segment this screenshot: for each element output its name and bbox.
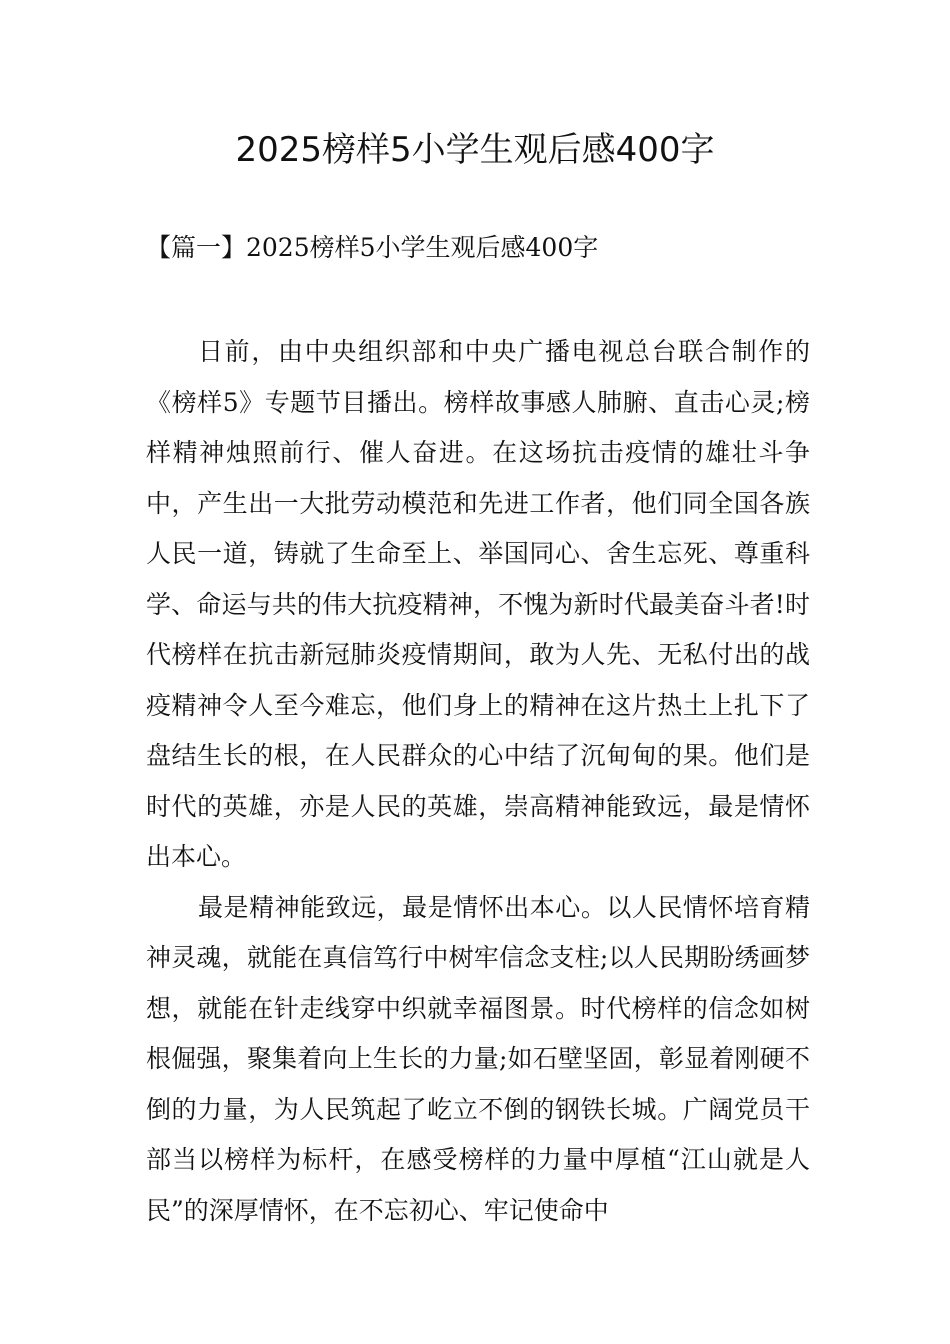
paragraph: 最是精神能致远，最是情怀出本心。以人民情怀培育精神灵魂，就能在真信笃行中树牢信念支柱;以人民期盼绣画梦想，就能在针走线穿中织就幸福图景。时代榜样的信念如树根倔强，聚集着向上生长的力量;如石壁坚固，彰显着刚硬不倒的力量，为人民筑起了屹立不倒的钢铁长城。广阔党员干部当以榜样为标杆，在感受榜样的力量中厚植“江山就是人民”的深厚情怀，在不忘初心、牢记使命中 — [146, 892, 810, 1225]
body-text — [146, 327, 810, 1236]
document-title: 2025榜样5小学生观后感400字 — [235, 130, 715, 170]
paragraph: 日前，由中央组织部和中央广播电视总台联合制作的《榜样5》专题节目播出。榜样故事感人肺腑、直击心灵;榜样精神烛照前行、催人奋进。在这场抗击疫情的雄壮斗争中，产生出一大批劳动模范和先进工作者，他们同全国各族人民一道，铸就了生命至上、举国同心、舍生忘死、尊重科学、命运与共的伟大抗疫精神，不愧为新时代最美奋斗者!时代榜样在抗击新冠肺炎疫情期间，敢为人先、无私付出的战疫精神令人至今难忘，他们身上的精神在这片热土上扎下了盘结生长的根，在人民群众的心中结了沉甸甸的果。他们是时代的英雄，亦是人民的英雄，崇高精神能致远，最是情怀出本心。 — [146, 337, 810, 871]
section-heading: 【篇一】2025榜样5小学生观后感400字 — [146, 233, 599, 262]
